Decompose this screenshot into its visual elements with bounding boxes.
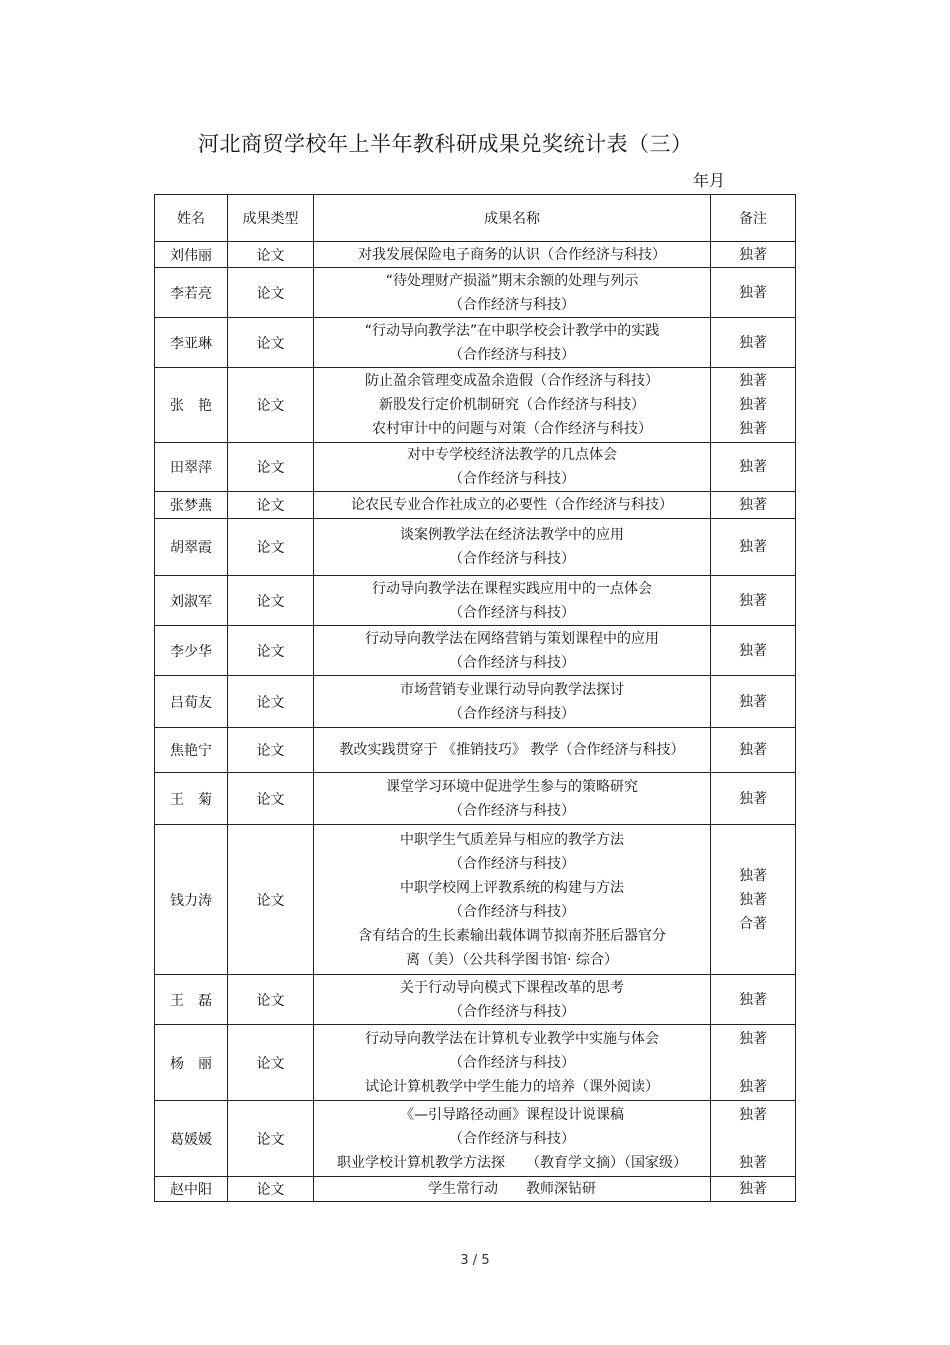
result-title-line: （合作经济与科技） (449, 604, 575, 621)
result-title-line: 行动导向教学法在计算机专业教学中实施与体会 (365, 1030, 659, 1047)
result-title-cell (314, 1025, 711, 1101)
author-name-cell: 钱力涛 (155, 825, 228, 975)
result-type-cell: 论文 (228, 492, 314, 519)
author-name-cell: 吕荀友 (155, 676, 228, 728)
note-line: 独著 (739, 991, 767, 1008)
table-row (155, 825, 796, 975)
result-title-cell (314, 492, 711, 519)
note-line: 独著 (739, 642, 767, 659)
result-title-cell (314, 268, 711, 318)
author-name-cell: 李亚琳 (155, 318, 228, 368)
table-header-row (155, 195, 796, 242)
author-name-cell: 田翠萍 (155, 443, 228, 492)
note-line: 独著 (739, 742, 767, 758)
author-name-cell: 焦艳宁 (155, 728, 228, 773)
result-title-line: （合作经济与科技） (449, 471, 575, 487)
note-line (711, 1127, 795, 1151)
note-cell (711, 242, 796, 268)
result-type-cell: 论文 (228, 825, 314, 975)
result-title-cell (314, 1177, 711, 1202)
result-title-cell (314, 676, 711, 728)
note-cell (711, 626, 796, 676)
result-type-cell: 论文 (228, 318, 314, 368)
result-title-cell (314, 368, 711, 443)
note-line: 独著 (739, 373, 767, 389)
result-title-line: 对我发展保险电子商务的认识（合作经济与科技） (358, 246, 666, 263)
table-row (155, 492, 796, 519)
result-type-cell: 论文 (228, 975, 314, 1025)
note-line: 独著 (739, 397, 767, 413)
result-type-cell: 论文 (228, 368, 314, 443)
page-number: 3 / 5 (460, 1253, 490, 1268)
note-line: 独著 (739, 459, 767, 475)
author-name-cell: 李若亮 (155, 268, 228, 318)
result-title-cell (314, 443, 711, 492)
note-line (711, 1051, 795, 1075)
note-cell (711, 492, 796, 519)
result-title-line: 《—引导路径动画》课程设计说课稿 (400, 1106, 624, 1123)
result-title-cell (314, 773, 711, 825)
note-line: 独著 (739, 1154, 767, 1171)
table-row (155, 519, 796, 576)
result-title-line: （合作经济与科技） (449, 903, 575, 920)
result-type-cell: 论文 (228, 1025, 314, 1101)
note-cell (711, 1101, 796, 1177)
note-line: 独著 (739, 246, 767, 263)
result-title-cell (314, 975, 711, 1025)
result-type-cell: 论文 (228, 268, 314, 318)
note-line: 独著 (739, 497, 767, 513)
note-cell (711, 519, 796, 576)
note-cell (711, 268, 796, 318)
table-row (155, 268, 796, 318)
result-title-cell (314, 1101, 711, 1177)
result-title-line: 新股发行定价机制研究（合作经济与科技） (379, 397, 645, 413)
note-line: 独著 (739, 1181, 767, 1197)
result-title-line: 职业学校计算机教学方法探 （教育学文摘）（国家级） (337, 1154, 687, 1171)
note-cell (711, 773, 796, 825)
table-row (155, 318, 796, 368)
table-row (155, 676, 796, 728)
result-title-cell (314, 626, 711, 676)
table-row (155, 368, 796, 443)
result-title-line: （合作经济与科技） (449, 705, 575, 722)
table-row (155, 728, 796, 773)
author-name-cell: 赵中阳 (155, 1177, 228, 1202)
note-cell (711, 1025, 796, 1101)
date-label: 年月 (693, 171, 726, 190)
author-name-cell: 李少华 (155, 626, 228, 676)
author-name-cell: 王 菊 (155, 773, 228, 825)
note-cell (711, 1177, 796, 1202)
table-row (155, 1025, 796, 1101)
result-title-line: 对中专学校经济法教学的几点体会 (407, 447, 617, 463)
author-name-cell: 张 艳 (155, 368, 228, 443)
note-line: 独著 (739, 1078, 767, 1095)
result-title-cell (314, 728, 711, 773)
result-type-cell: 论文 (228, 1101, 314, 1177)
result-title-line: （合作经济与科技） (449, 1130, 575, 1147)
header-title: 成果名称 (314, 195, 711, 242)
result-title-line: 行动导向教学法在课程实践应用中的一点体会 (372, 580, 652, 597)
note-cell (711, 443, 796, 492)
result-type-cell: 论文 (228, 728, 314, 773)
result-type-cell: 论文 (228, 576, 314, 626)
result-title-cell (314, 576, 711, 626)
author-name-cell: 胡翠霞 (155, 519, 228, 576)
result-type-cell: 论文 (228, 242, 314, 268)
result-title-line: （合作经济与科技） (449, 1054, 575, 1071)
result-title-cell (314, 825, 711, 975)
note-cell (711, 576, 796, 626)
note-line: 独著 (739, 790, 767, 807)
note-line: 独著 (739, 867, 767, 884)
result-type-cell: 论文 (228, 443, 314, 492)
author-name-cell: 刘伟丽 (155, 242, 228, 268)
note-cell (711, 676, 796, 728)
note-line: 独著 (739, 284, 767, 301)
table-row (155, 242, 796, 268)
result-title-line: 试论计算机教学中学生能力的培养（课外阅读） (365, 1078, 659, 1095)
result-title-line: （合作经济与科技） (449, 855, 575, 872)
document-title: 河北商贸学校年上半年教科研成果兑奖统计表（三） (198, 132, 693, 156)
note-line: 合著 (739, 915, 767, 932)
note-cell (711, 318, 796, 368)
result-title-line: 市场营销专业课行动导向教学法探讨 (400, 681, 624, 698)
header-note: 备注 (711, 195, 796, 242)
note-cell (711, 975, 796, 1025)
result-title-line: 论农民专业合作社成立的必要性（合作经济与科技） (351, 497, 673, 513)
table-body (155, 242, 796, 1202)
result-title-line: （合作经济与科技） (449, 346, 575, 363)
note-line: 独著 (739, 421, 767, 437)
table-row (155, 626, 796, 676)
result-type-cell: 论文 (228, 626, 314, 676)
note-line: 独著 (739, 1106, 767, 1123)
result-title-line: 学生常行动 教师深钻研 (428, 1181, 596, 1197)
table-row (155, 443, 796, 492)
note-line: 独著 (739, 891, 767, 908)
result-type-cell: 论文 (228, 519, 314, 576)
result-title-line: （合作经济与科技） (449, 654, 575, 671)
result-title-line: 中职学生气质差异与相应的教学方法 (400, 831, 624, 848)
table-row (155, 975, 796, 1025)
result-title-line: 行动导向教学法在网络营销与策划课程中的应用 (365, 630, 659, 647)
table-row (155, 1177, 796, 1202)
result-title-line: （合作经济与科技） (449, 1003, 575, 1020)
result-title-line: “待处理财产损溢”期末余额的处理与列示 (385, 272, 639, 289)
result-title-line: 中职学校网上评教系统的构建与方法 (400, 879, 624, 896)
note-cell (711, 368, 796, 443)
table-row (155, 576, 796, 626)
author-name-cell: 刘淑军 (155, 576, 228, 626)
author-name-cell: 葛媛媛 (155, 1101, 228, 1177)
result-title-line: （合作经济与科技） (449, 296, 575, 313)
note-line: 独著 (739, 592, 767, 609)
result-title-line: （合作经济与科技） (449, 551, 575, 567)
result-title-cell (314, 242, 711, 268)
result-title-line: 关于行动导向模式下课程改革的思考 (400, 979, 624, 996)
result-type-cell: 论文 (228, 1177, 314, 1202)
result-title-line: 农村审计中的问题与对策（合作经济与科技） (372, 421, 652, 437)
awards-table (154, 194, 796, 1202)
result-title-line: “行动导向教学法”在中职学校会计教学中的实践 (364, 322, 660, 339)
note-cell (711, 825, 796, 975)
note-line: 独著 (739, 539, 767, 555)
note-line: 独著 (739, 1030, 767, 1047)
result-type-cell: 论文 (228, 773, 314, 825)
note-cell (711, 728, 796, 773)
table-row (155, 773, 796, 825)
result-title-cell (314, 318, 711, 368)
result-title-line: 防止盈余管理变成盈余造假（合作经济与科技） (365, 373, 659, 389)
result-title-line: 含有结合的生长素输出载体调节拟南芥胚后器官分 (358, 927, 666, 944)
note-line: 独著 (739, 693, 767, 710)
result-title-cell (314, 519, 711, 576)
author-name-cell: 张梦燕 (155, 492, 228, 519)
result-type-cell: 论文 (228, 676, 314, 728)
result-title-line: 课堂学习环境中促进学生参与的策略研究 (386, 778, 638, 795)
header-type: 成果类型 (228, 195, 314, 242)
author-name-cell: 杨 丽 (155, 1025, 228, 1101)
header-name: 姓名 (155, 195, 228, 242)
result-title-line: 教改实践贯穿于 《推销技巧》 教学（合作经济与科技） (339, 742, 685, 758)
table-row (155, 1101, 796, 1177)
result-title-line: 离（美）（公共科学图书馆· 综合） (406, 951, 618, 968)
result-title-line: 谈案例教学法在经济法教学中的应用 (400, 527, 624, 543)
author-name-cell: 王 磊 (155, 975, 228, 1025)
note-line: 独著 (739, 334, 767, 351)
result-title-line: （合作经济与科技） (449, 802, 575, 819)
